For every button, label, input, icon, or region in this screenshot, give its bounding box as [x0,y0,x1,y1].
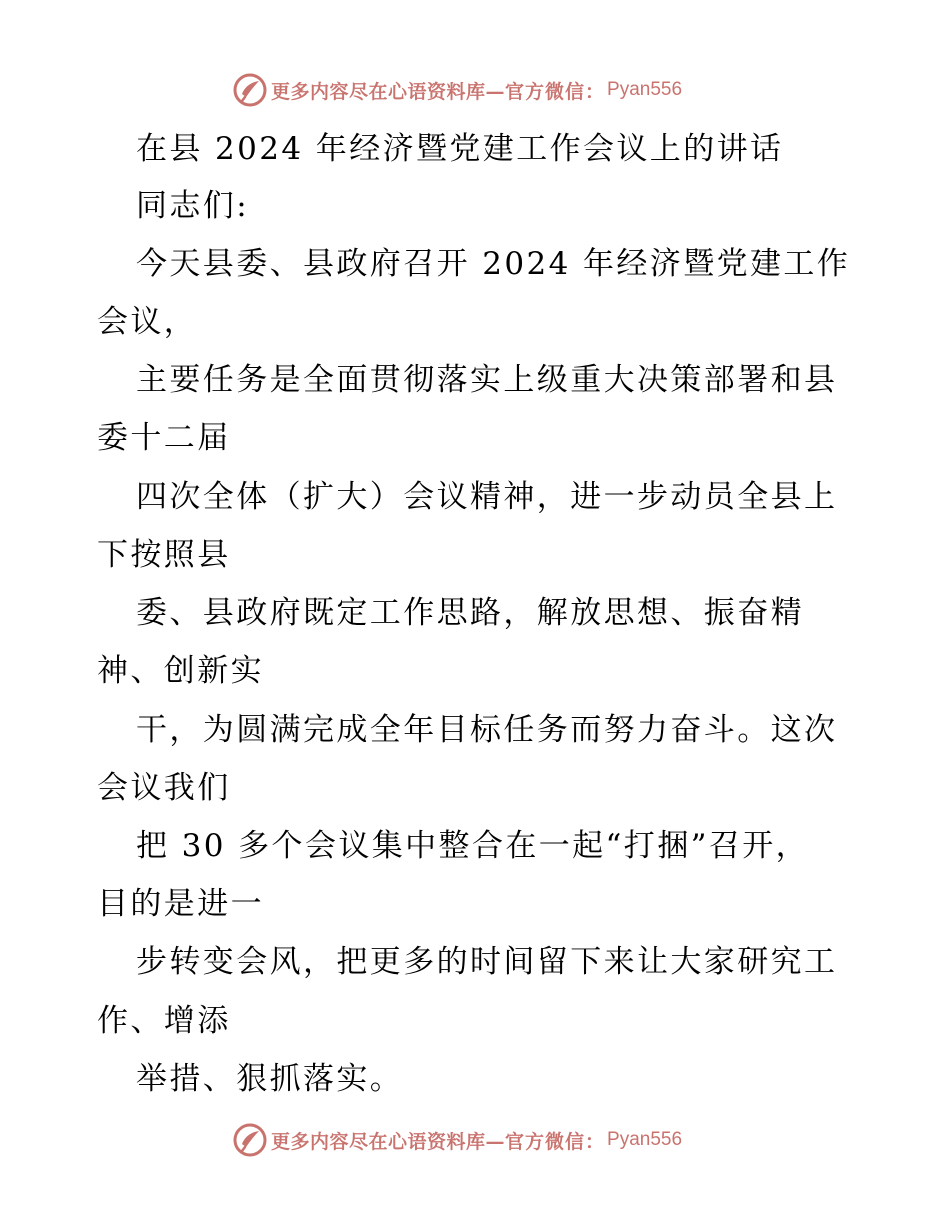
watermark-wechat-id: Pyan556 [607,1129,683,1150]
footer-watermark [233,1122,682,1158]
logo-icon [233,1123,267,1157]
document-title: 在县 2024 年经济暨党建工作会议上的讲话 [136,131,784,167]
watermark-wechat-id: Pyan556 [607,79,683,100]
salutation: 同志们: [136,188,250,224]
text-line: 神、创新实 [97,653,264,689]
text-line: 步转变会风，把更多的时间留下来让大家研究工 [136,944,838,980]
text-line: 四次全体（扩大）会议精神，进一步动员全县上 [136,479,838,515]
text-line: 委、县政府既定工作思路，解放思想、振奋精 [136,595,804,631]
text-line: 作、增添 [97,1003,231,1039]
watermark-wechat-label: 官方微信： [505,1130,606,1153]
text-line: 举措、狠抓落实。 [136,1061,404,1097]
text-line: 干，为圆满完成全年目标任务而努力奋斗。这次 [136,712,838,748]
watermark-text: 更多内容尽在心语资料库— [271,1130,506,1153]
text-line: 主要任务是全面贯彻落实上级重大决策部署和县 [136,362,838,398]
text-line: 目的是进一 [97,886,264,922]
watermark-text: 更多内容尽在心语资料库— [271,80,506,103]
text-line: 会议我们 [97,770,231,806]
header-watermark [233,72,682,108]
text-line: 把 30 多个会议集中整合在一起“打捆”召开， [136,828,810,864]
text-line: 今天县委、县政府召开 2024 年经济暨党建工作 [136,246,851,282]
watermark-wechat-label: 官方微信： [505,80,606,103]
text-line: 委十二届 [97,420,231,456]
text-line: 下按照县 [97,537,231,573]
text-line: 会议， [97,304,198,340]
logo-icon [233,73,267,107]
